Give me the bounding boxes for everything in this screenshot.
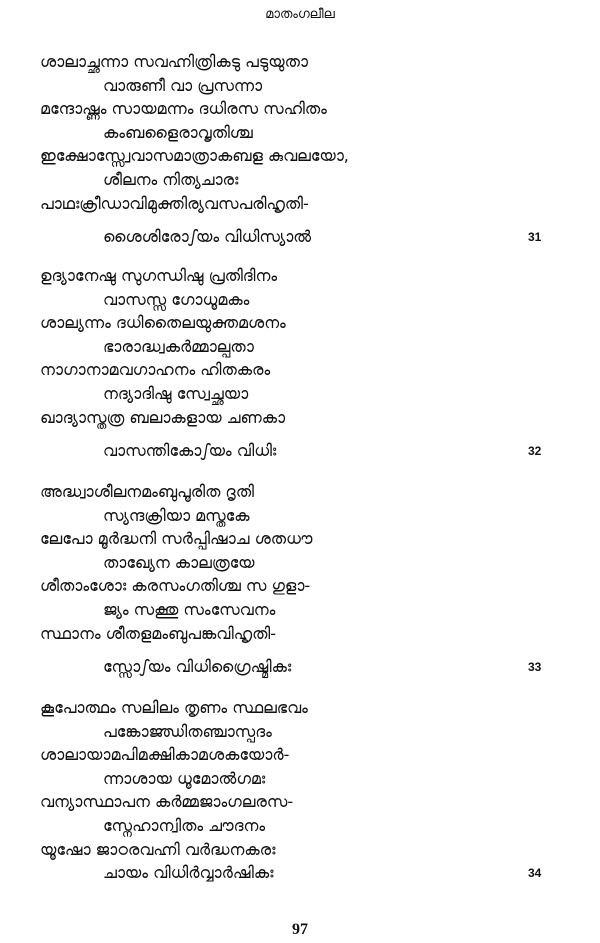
verse-line: ഇക്ഷോസ്സ്വേവാസമാത്രാകബള കുവലയോ, xyxy=(40,146,349,166)
verse-line: ന്നാശായ ധൂമോൽഗമഃ xyxy=(103,768,266,788)
verse-number: 31 xyxy=(528,230,542,245)
verse-line: വാസസ്സ ഗോധൂമകം xyxy=(103,289,250,309)
verse-line: കൂപോത്ഥം സലിലം തൃണം സ്ഥലഭവം xyxy=(40,698,308,717)
verse-number: 34 xyxy=(528,866,542,881)
verse-line: ഖാദ്യാസ്തത്ര ബലാകളായ ചണകാ xyxy=(40,407,286,427)
verse-line: പങ്കോജ്ഝിതഞ്ചാസ്പദം xyxy=(103,721,272,741)
verse-line: ശാലായാമപിമക്ഷികാമശകയോർ- xyxy=(40,745,290,765)
verse-line: ഭാരാദ്ധ്വകർമ്മാല്പതാ xyxy=(103,336,254,356)
verse-line: നാഗാനാമവഗാഹനം ഹിതകരം xyxy=(40,360,271,380)
running-header: മാതംഗലീല xyxy=(265,7,335,22)
verse-line: കംബളൈരാവൃതിശ്ച xyxy=(103,122,253,142)
verse-line: പാഥഃക്രീഡാവിമുക്തിര്യവസപരിഹൃതി- xyxy=(40,193,309,213)
verse-line: ജ്യം സക്തു സംസേവനം xyxy=(103,600,276,619)
verse-line: അദ്ധ്വാശീലനമംബുപൂരിത ദൃതി xyxy=(40,482,254,501)
verse-line: ചായം വിധിർവ്വാർഷികഃ xyxy=(103,863,274,883)
verse-line: ഉദ്യാനേഷു സുഗന്ധിഷു പ്രതിദിനം xyxy=(40,266,278,285)
verse-line: ശൈശിരോഽയം വിധിസ്യാൽ xyxy=(103,227,312,247)
verse-line: ശാലാച്ഛന്നാ സവഹ്നിത്രികടു പടുയുതാ xyxy=(40,52,308,71)
verse-line: സ്സോഽയം വിധിഗ്രൈഷ്മികഃ xyxy=(103,657,292,677)
verse-line: താഖ്യേന കാലത്രയേ xyxy=(103,552,255,572)
verse-line: സ്യന്ദക്രിയാ മസ്തകേ xyxy=(103,505,250,525)
verse-line: ശീതാംശോഃ കരസംഗതിശ്ച സ ഗുളാ- xyxy=(40,576,311,596)
verse-line: സ്നേഹാന്വിതം ചൗദനം xyxy=(103,816,266,835)
verse-line: സ്ഥാനം ശീതളമംബുപങ്കവിഹൃതി- xyxy=(40,623,277,643)
verse-line: ശാല്യന്നം ദധിതൈലയുക്തമശനം xyxy=(40,313,286,333)
verse-line: വന്യാസ്ഥാപന കർമ്മജാംഗലരസ- xyxy=(40,792,294,812)
verse-number: 33 xyxy=(528,660,542,675)
verse-line: മന്ദോഷ്ണം സായമന്നം ദധിരസ സഹിതം xyxy=(40,99,327,119)
verse-line: വാസന്തികോഽയം വിധിഃ xyxy=(103,441,277,461)
verse-number: 32 xyxy=(528,444,542,459)
verse-line: യൂഷോ ജാഠരവഹ്നി വർദ്ധനകരഃ xyxy=(40,839,276,859)
verse-line: നദ്യാദിഷു സ്വേച്ഛയാ xyxy=(103,384,249,403)
verse-line: ലേപോ മൂർദ്ധനി സർപ്പിഷാച ശതധൗ xyxy=(40,529,313,549)
page-number: 97 xyxy=(292,921,308,938)
verse-line: ശീലനം നിത്യചാരഃ xyxy=(103,170,239,189)
verse-line: വാരുണീ വാ പ്രസന്നാ xyxy=(103,75,263,95)
